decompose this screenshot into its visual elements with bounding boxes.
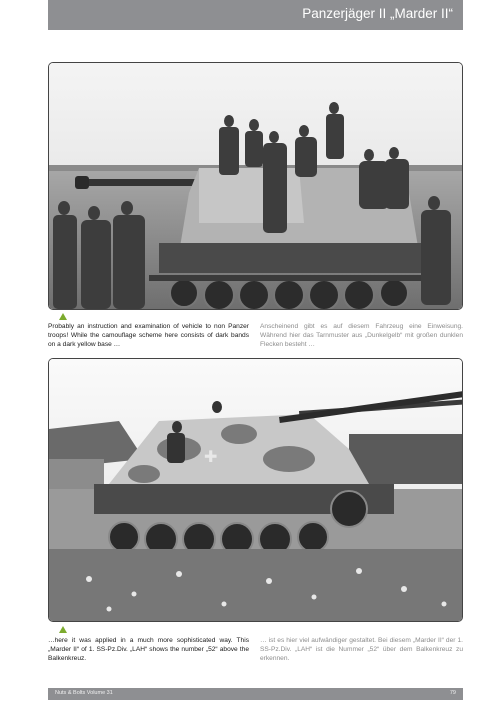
svg-text:✚: ✚ bbox=[204, 449, 218, 466]
photo-marder-instruction bbox=[48, 62, 463, 310]
caption-top-german: Anscheinend gibt es auf diesem Fahrzeug eine Einweisung. Während hier das Tarnmuster aus „Dunkelgelb“ mit großen dunklen Flecken besteht … bbox=[260, 323, 463, 349]
footer-bar bbox=[48, 688, 463, 700]
caption-marker bbox=[59, 626, 67, 633]
caption-marker bbox=[59, 313, 67, 320]
footer-publication: Nuts & Bolts Volume 31 bbox=[55, 690, 113, 696]
caption-top-english: Probably an instruction and examination of vehicle to non Panzer troops! While the camouflage scheme here consists of dark bands on a dark yellow base … bbox=[48, 323, 249, 349]
photo-marder-camouflage bbox=[48, 358, 463, 622]
caption-bottom-german: … ist es hier viel aufwändiger gestaltet. Bei diesem „Marder II“ der 1. SS-Pz.Div. „LAH“ ist die Nummer „52“ über dem Balkenkreuz zu erkennen. bbox=[260, 637, 463, 663]
caption-bottom-english: …here it was applied in a much more sophisticated way. This „Marder II“ of 1. SS-Pz.Div. „LAH“ shows the number „52“ above the Balkenkreuz. bbox=[48, 637, 249, 663]
page-number: 79 bbox=[449, 690, 456, 696]
page-title: Panzerjäger II „Marder II“ bbox=[302, 6, 453, 21]
header-bar bbox=[48, 0, 463, 30]
